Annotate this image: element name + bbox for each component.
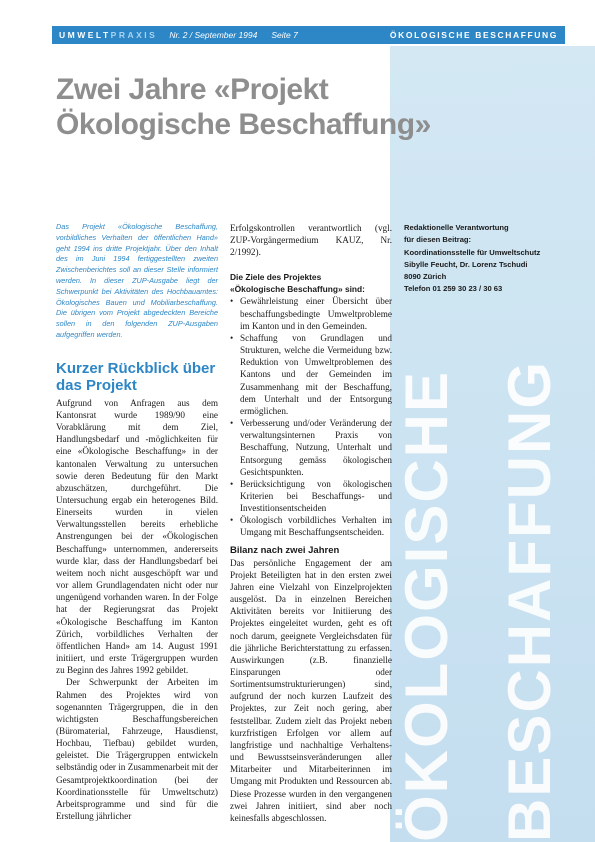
rueckblick-paragraph-1: Aufgrund von Anfragen aus dem Kantonsrat wurde 1989/90 eine Vorabklärung mit dem Ziel, Handlungsbedarf und -möglichkeiten für eine «Ökologische Beschaffung» in der kantonalen Verwaltung zu untersuchen sowie deren Bedeutung für den Markt abzuschätzen, durchgeführt. Die Untersuchung ergab ein heterogenes Bild. Einerseits wurden in vielen Verwaltungsstellen bereits erhebliche Anstrengungen bei der «Ökologischen Beschaffung» unternommen, andererseits wurde klar, dass der Handlungsbedarf bei weitem noch nicht ausgeschöpft war und vor allem Grundlagendaten nicht oder nur ungenügend vorhanden waren. In der Folge hat der Regierungsrat das Projekt «Ökologische Beschaffung im Kanton Zürich, vorbildliches Verhalten der öffentlichen Hand» am 14. August 1991 initiiert, und erste Trägergruppen wurden zu Beginn des Jahres 1992 gebildet. (56, 397, 218, 676)
list-item: • Gewährleistung einer Übersicht über beschaffungsbedingte Umweltprobleme im Kanton und in den Gemeinden. (230, 295, 392, 331)
credit-line-6: Telefon 01 259 30 23 / 30 63 (404, 284, 503, 294)
decorative-word-oekologische: ÖKOLOGISCHE (393, 369, 460, 842)
section-heading-bilanz: Bilanz nach zwei Jahren (230, 544, 340, 556)
issue-info: Nr. 2 / September 1994 (169, 30, 258, 40)
credit-line-5: 8090 Zürich (404, 272, 447, 282)
title-line-1: Zwei Jahre «Projekt (56, 73, 329, 106)
bilanz-paragraph: Das persönliche Engagement der am Projekt Beteiligten hat in den ersten zwei Jahren eine Vielzahl von Einzelprojekten ausgelöst. Da in einzelnen Bereichen Aktivitäten bereits vor Initiierung des Projektes eingeleitet wurden, geht es oft noch darum, geeignete Vergleichsdaten für die jährliche Berichterstattung zu erfassen. Auswirkungen (z.B. finanzielle Einsparungen oder Sortimentsumstrukturierungen) sind, aufgrund der noch kurzen Laufzeit des Projektes, zur Zeit noch gering, aber feststellbar. Zudem zielt das Projekt neben kurzfristigen Erfolgen vor allem auf langfristige und nachhaltige Verhaltens- und Bewusstseinsveränderungen aller Mitarbeiter und Mitarbeiterinnen im Umgang mit Produkten und Ressourcen ab. Diese Prozesse wurden in den vergangenen zwei Jahren initiiert, sind aber noch keinesfalls abgeschlossen. (230, 557, 392, 823)
decorative-word-beschaffung: BESCHAFFUNG (496, 360, 563, 842)
credit-line-3: Koordinationsstelle für Umweltschutz (404, 247, 541, 257)
goals-list (230, 295, 392, 538)
credit-line-1: Redaktionelle Verantwortung (404, 223, 509, 232)
credit-line-4: Sibylle Feucht, Dr. Lorenz Tschudi (404, 259, 528, 269)
article-title (56, 72, 436, 142)
column-1 (56, 222, 218, 822)
column-2 (230, 222, 392, 824)
credit-line-2: für diesen Beitrag: (404, 235, 472, 245)
intro-text: Das Projekt «Ökologische Beschaffung, vorbildliches Verhalten der öffentlichen Hand» geht 1994 ins dritte Projektjahr. Über den Inhalt des im Juni 1994 fertiggestellten zweiten Zwischenberichtes soll an dieser Stelle informiert werden. In dieser ZUP-Ausgabe liegt der Schwerpunkt bei Aktivitäten des Hochbauamtes: Ökologisches Bauen und Mobiliarbeschaffung. Die übrigen vom Projekt abgedeckten Bereiche sollen in den folgenden ZUP-Ausgaben aufgegriffen werden. (56, 222, 218, 339)
title-line-2: Ökologische Beschaffung» (56, 108, 431, 141)
page-number: Seite 7 (271, 30, 298, 40)
brand-praxis: PRAXIS (110, 30, 158, 40)
page-header (52, 26, 565, 44)
list-item: • Schaffung von Grundlagen und Strukturen, welche die Vermeidung bzw. Reduktion von Umweltproblemen des Kantons und der Gemeinden im Zusammenhang mit der Beschaffung, dem Unterhalt und der Entsorgung ermöglichen. (230, 332, 392, 417)
erfolgskontrollen-paragraph: Erfolgskontrollen verantwortlich (vgl. ZUP-Vorgängermedium KAUZ, Nr. 2/1992). (230, 223, 392, 258)
section-heading-rueckblick: Kurzer Rückblick über das Projekt (56, 359, 216, 394)
section-name: ÖKOLOGISCHE BESCHAFFUNG (389, 30, 558, 40)
rueckblick-paragraph-2: Der Schwerpunkt der Arbeiten im Rahmen des Projektes wird von sogenannten Trägergruppen, die in den wichtigsten Beschaffungsbereichen (Büromaterial, Fahrzeuge, Hausdienst, Hochbau, Tiefbau) gebildet wurden, geleistet. Die Trägergruppen entwickeln selbständig oder in Zusammenarbeit mit der Gesamtprojektkoordination (bei der Koordinationsstelle für Umweltschutz) Arbeitsprogramme und sind für die Erstellung jährlicher (56, 677, 219, 822)
section-heading-ziele: Die Ziele des Projektes «Ökologische Beschaffung» sind: (230, 272, 365, 295)
list-item: • Ökologisch vorbildliches Verhalten im Umgang mit Beschaffungsentscheiden. (230, 514, 392, 538)
list-item: • Verbesserung und/oder Veränderung der verwaltungsinternen Praxis von Beschaffung, Nutzung, Unterhalt und Entsorgung gemäss ökologischen Gesichtspunkten. (230, 417, 392, 478)
brand-umwelt: UMWELT (59, 30, 111, 40)
list-item: • Berücksichtigung von ökologischen Kriterien bei Beschaffungs- und Investitionsentscheiden (230, 478, 392, 514)
credit-box (404, 222, 564, 296)
